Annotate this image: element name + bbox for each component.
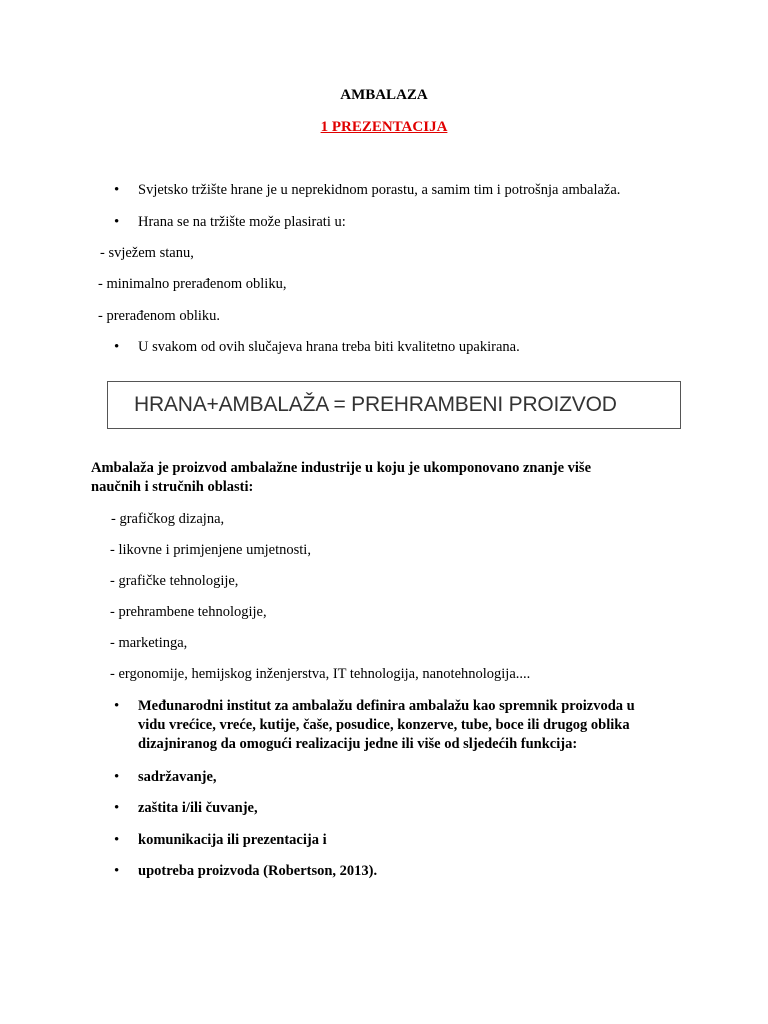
paragraph-line: Ambalaža je proizvod ambalažne industrije u koju je ukomponovano znanje više (91, 460, 592, 476)
function-item: komunikacija ili prezentacija i (138, 832, 327, 848)
field-item: - grafičke tehnologije, (110, 573, 239, 589)
equation-box (107, 381, 681, 429)
form-item: - minimalno prerađenom obliku, (98, 276, 287, 292)
bullet-icon: • (114, 769, 120, 785)
intro-bullet-text: Svjetsko tržište hrane je u neprekidnom porastu, a samim tim i potrošnja ambalaža. (138, 182, 621, 198)
bullet-icon: • (114, 214, 120, 230)
form-item: - prerađenom obliku. (98, 308, 221, 324)
document-title: AMBALAZA (340, 87, 428, 103)
bullet-icon: • (114, 339, 120, 355)
bullet-icon: • (114, 698, 120, 714)
field-item: - grafičkog dizajna, (111, 511, 225, 527)
function-item: upotreba proizvoda (Robertson, 2013). (138, 863, 378, 879)
field-item: - ergonomije, hemijskog inženjerstva, IT tehnologija, nanotehnologija.... (110, 666, 531, 682)
bullet-icon: • (114, 863, 120, 879)
institute-line: dizajniranog da omogući realizaciju jedne ili više od sljedećih funkcija: (138, 736, 578, 752)
paragraph-line: naučnih i stručnih oblasti: (91, 479, 254, 495)
bullet-icon: • (114, 182, 120, 198)
function-item: sadržavanje, (138, 769, 217, 785)
intro-bullet-text: Hrana se na tržište može plasirati u: (138, 214, 346, 230)
field-item: - likovne i primjenjene umjetnosti, (110, 542, 311, 558)
packaging-bullet-text: U svakom od ovih slučajeva hrana treba biti kvalitetno upakirana. (138, 339, 520, 355)
form-item: - svježem stanu, (100, 245, 194, 261)
field-item: - marketinga, (110, 635, 188, 651)
function-item: zaštita i/ili čuvanje, (138, 800, 258, 816)
field-item: - prehrambene tehnologije, (110, 604, 267, 620)
document-subtitle: 1 PREZENTACIJA (320, 119, 448, 135)
institute-line: Međunarodni institut za ambalažu definira ambalažu kao spremnik proizvoda u (138, 698, 635, 714)
institute-line: vidu vrećice, vreće, kutije, čaše, posudice, konzerve, tube, boce ili drugog oblika (138, 717, 630, 733)
bullet-icon: • (114, 800, 120, 816)
bullet-icon: • (114, 832, 120, 848)
equation-text: HRANA+AMBALAŽA = PREHRAMBENI PROIZVOD (134, 393, 617, 416)
